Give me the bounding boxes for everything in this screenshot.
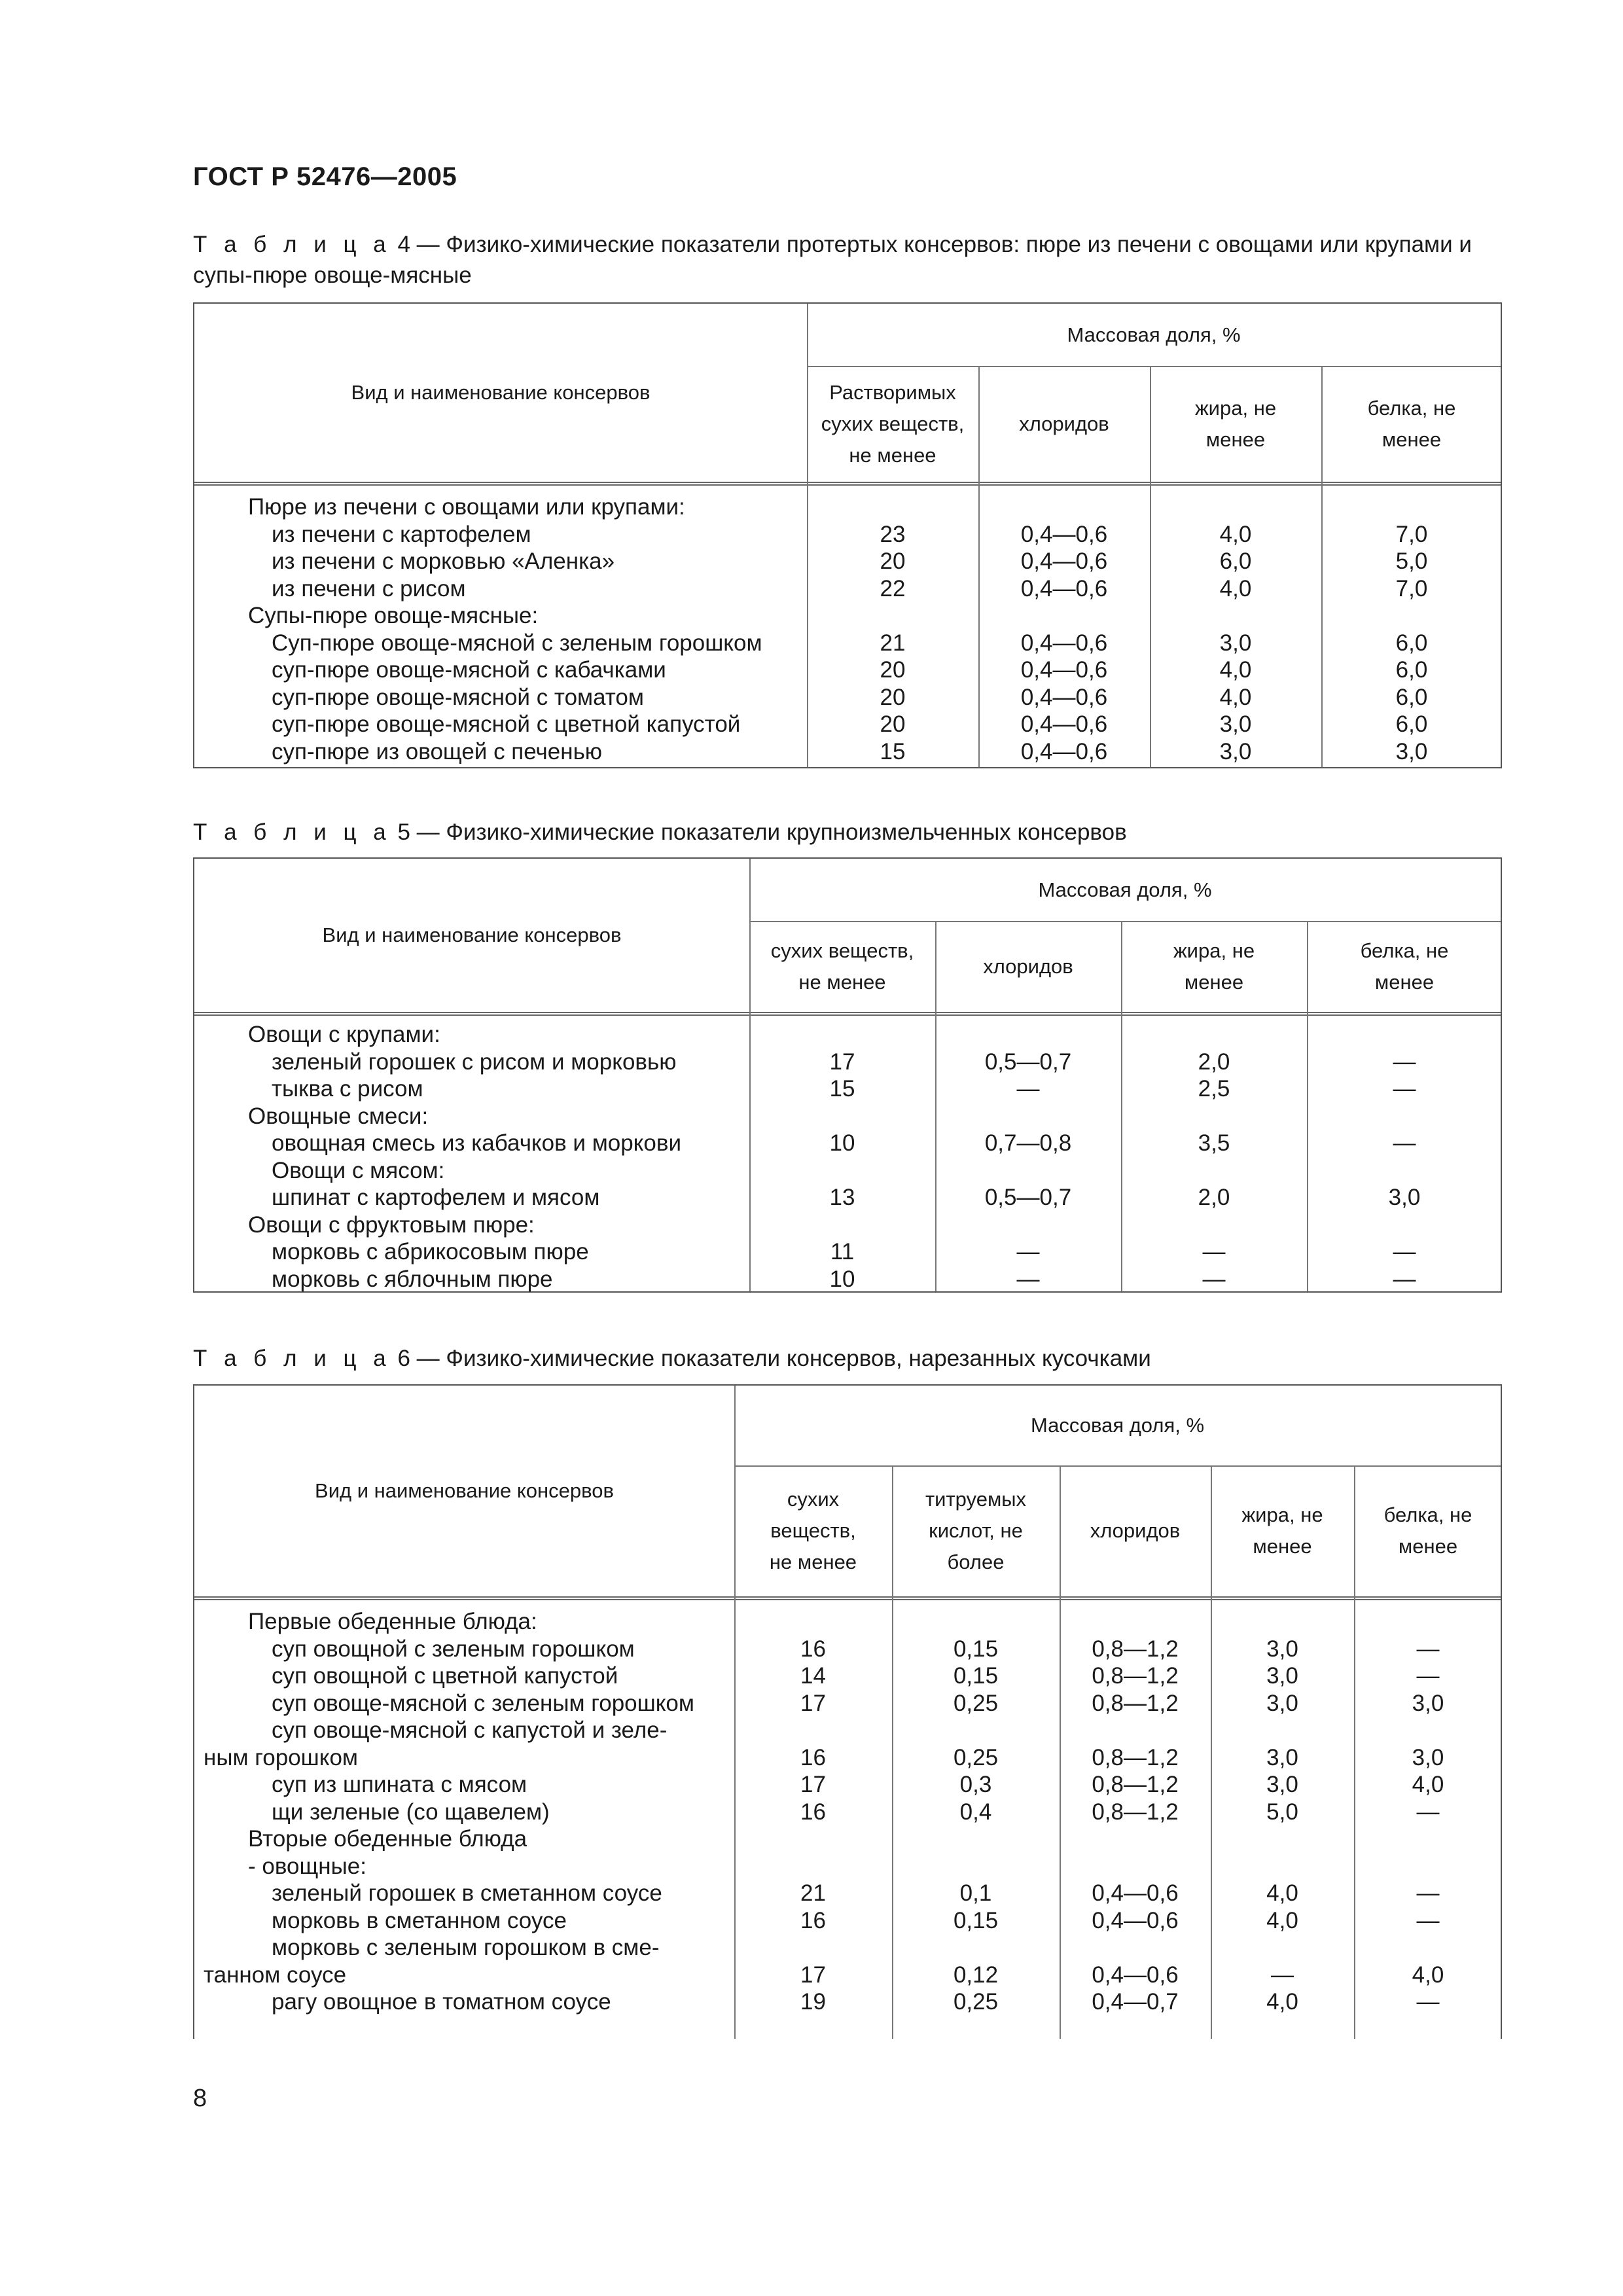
table-cell: 4,0 (1219, 684, 1252, 710)
table-row-name: из печени с морковью «Аленка» (272, 548, 615, 574)
col-header-group: Массовая доля, % (1030, 1414, 1205, 1437)
table-cell: 3,0 (1412, 1690, 1444, 1716)
table-cell: 14 (800, 1663, 826, 1689)
table-cell: 3,5 (1198, 1130, 1230, 1156)
table-cell: 0,7—0,8 (984, 1130, 1072, 1156)
table-cell: 7,0 (1395, 575, 1428, 601)
table-cell: 20 (880, 657, 906, 683)
table-cell: 16 (800, 1799, 826, 1825)
col-header-name: Вид и наименование консервов (351, 381, 651, 404)
table-row-name: Овощные смеси: (248, 1103, 429, 1129)
table-cell: 0,15 (953, 1636, 999, 1662)
table-4-title: 4 — Физико-химические показатели протертых консервов: пюре из печени с овощами или крупами и супы-пюре овоще-мясные (193, 232, 1472, 288)
table-cell: — (1393, 1239, 1416, 1265)
table-cell: — (1416, 1880, 1440, 1906)
table-cell: 3,0 (1266, 1636, 1298, 1662)
table-cell: 0,8—1,2 (1092, 1744, 1179, 1770)
table-cell: 19 (800, 1989, 826, 2015)
col-header-solids: сухих веществ, не менее (770, 939, 914, 994)
table-row-name: морковь с яблочным пюре (272, 1266, 553, 1292)
table-cell: 0,4—0,6 (1020, 657, 1108, 683)
table-row-name: зеленый горошек с рисом и морковью (272, 1049, 677, 1075)
table-cell: 0,15 (953, 1663, 999, 1689)
table-cell: 16 (800, 1636, 826, 1662)
table-cell: 13 (829, 1185, 855, 1210)
table-cell: — (1393, 1266, 1416, 1292)
page-number: 8 (193, 2085, 207, 2112)
table-cell: 0,5—0,7 (984, 1049, 1072, 1075)
table-cell: 3,0 (1266, 1663, 1298, 1689)
table-cell: — (1416, 1989, 1440, 2015)
table-cell: 3,0 (1219, 630, 1252, 656)
table-cell: 17 (829, 1049, 855, 1075)
col-header-group: Массовая доля, % (1067, 323, 1241, 346)
table-row-name: Вторые обеденные блюда (248, 1826, 527, 1852)
table-cell: 0,1 (959, 1880, 992, 1906)
table-cell: — (1271, 1962, 1294, 1988)
table-cell: 15 (880, 738, 906, 764)
table-cell: 6,0 (1219, 548, 1252, 574)
col-header-protein: белка, не менее (1360, 939, 1449, 994)
col-header-fat: жира, не менее (1173, 939, 1255, 994)
table-cell: 4,0 (1219, 657, 1252, 683)
table-cell: 0,8—1,2 (1092, 1663, 1179, 1689)
table-row-name: Овощи с крупами: (248, 1022, 440, 1047)
table-row-name: суп-пюре из овощей с печенью (272, 738, 603, 764)
table-row-name: морковь с абрикосовым пюре (272, 1239, 589, 1265)
table-5-caption (193, 817, 1495, 848)
table-4-caption (193, 229, 1495, 291)
table-cell: 17 (800, 1772, 826, 1797)
table-cell: 21 (880, 630, 906, 656)
col-header-chlorides: хлоридов (1090, 1519, 1181, 1542)
table-cell: 3,0 (1219, 738, 1252, 764)
table-cell: — (1202, 1239, 1226, 1265)
table-cell: 4,0 (1266, 1907, 1298, 1933)
table-row-name: суп из шпината с мясом (272, 1772, 527, 1797)
table-row-name: танном соусе (204, 1962, 347, 1988)
col-header-name: Вид и наименование консервов (315, 1479, 614, 1502)
table-cell: 0,4—0,6 (1020, 575, 1108, 601)
table-cell: 6,0 (1395, 657, 1428, 683)
table-row-name: Супы-пюре овоще-мясные: (248, 603, 539, 628)
col-header-acids: титруемых кислот, не более (925, 1488, 1027, 1573)
col-header-group: Массовая доля, % (1038, 878, 1212, 901)
table-row-name: - овощные: (248, 1853, 366, 1879)
table-row-name: морковь с зеленым горошком в сме- (272, 1935, 660, 1960)
table-row-name: овощная смесь из кабачков и моркови (272, 1130, 682, 1156)
table-row-name: суп овоще-мясной с капустой и зеле- (272, 1717, 668, 1743)
table-cell: 4,0 (1266, 1880, 1298, 1906)
table-cell: 0,4—0,6 (1020, 548, 1108, 574)
table-5-title: 5 — Физико-химические показатели крупноизмельченных консервов (391, 819, 1127, 845)
table-cell: 0,25 (953, 1690, 999, 1716)
table-row-name: зеленый горошек в сметанном соусе (272, 1880, 662, 1906)
table-cell: 0,5—0,7 (984, 1185, 1072, 1210)
table-cell: 0,25 (953, 1744, 999, 1770)
table-row-name: морковь в сметанном соусе (272, 1907, 567, 1933)
table-row-name: из печени с картофелем (272, 521, 531, 547)
table-cell: 0,4—0,6 (1020, 521, 1108, 547)
table-cell: 6,0 (1395, 711, 1428, 737)
table-cell: 5,0 (1395, 548, 1428, 574)
table-row-name: ным горошком (204, 1744, 358, 1770)
table-row-name: суп овощной с цветной капустой (272, 1663, 618, 1689)
table-cell: 4,0 (1266, 1989, 1298, 2015)
table-cell: 23 (880, 521, 906, 547)
table-cell: 3,0 (1395, 738, 1428, 764)
table-cell: 17 (800, 1690, 826, 1716)
table-cell: 21 (800, 1880, 826, 1906)
table-cell: 20 (880, 684, 906, 710)
table-cell: 6,0 (1395, 684, 1428, 710)
table-cell: 4,0 (1412, 1772, 1444, 1797)
table-cell: 0,3 (959, 1772, 992, 1797)
table-cell: 4,0 (1219, 575, 1252, 601)
table-row-name: Овощи с мясом: (272, 1157, 445, 1183)
table-cell: 0,4—0,6 (1092, 1907, 1179, 1933)
table-row-name: из печени с рисом (272, 575, 466, 601)
table-cell: 0,4—0,6 (1020, 738, 1108, 764)
table-cell: — (1202, 1266, 1226, 1292)
table-cell: 0,4—0,6 (1092, 1962, 1179, 1988)
col-header-fat: жира, не менее (1241, 1503, 1323, 1558)
table-cell: 3,0 (1266, 1744, 1298, 1770)
table-cell: — (1393, 1049, 1416, 1075)
table-row-name: Пюре из печени с овощами или крупами: (248, 494, 685, 520)
table-row-name: рагу овощное в томатном соусе (272, 1989, 611, 2015)
table-row-name: щи зеленые (со щавелем) (272, 1799, 550, 1825)
table-row-name: тыква с рисом (272, 1076, 423, 1102)
table-row-name: шпинат с картофелем и мясом (272, 1185, 600, 1210)
table-cell: 0,4 (959, 1799, 992, 1825)
table-cell: 15 (829, 1076, 855, 1102)
table-cell: 16 (800, 1744, 826, 1770)
table-cell: 0,25 (953, 1989, 999, 2015)
table-cell: 20 (880, 711, 906, 737)
table-cell: 22 (880, 575, 906, 601)
table-6 (193, 1384, 1502, 2039)
table-cell: 0,4—0,6 (1020, 630, 1108, 656)
table-row-name: Первые обеденные блюда: (248, 1609, 537, 1634)
table-cell: 0,8—1,2 (1092, 1799, 1179, 1825)
table-row-name: Овощи с фруктовым пюре: (248, 1211, 535, 1238)
col-header-soluble-solids: Растворимых сухих веществ, не менее (821, 380, 965, 467)
table-cell: 20 (880, 548, 906, 574)
table-row-name: суп овощной с зеленым горошком (272, 1636, 635, 1662)
table-cell: — (1416, 1636, 1440, 1662)
table-cell: 3,0 (1266, 1690, 1298, 1716)
table-cell: 0,4—0,6 (1092, 1880, 1179, 1906)
table-cell: — (1416, 1907, 1440, 1933)
col-header-fat: жира, не менее (1194, 396, 1277, 451)
col-header-name: Вид и наименование консервов (322, 924, 622, 946)
table-4 (193, 302, 1502, 768)
table-6-caption (193, 1343, 1495, 1374)
table-cell: — (1016, 1266, 1040, 1292)
table-cell: 6,0 (1395, 630, 1428, 656)
table-row-name: суп овоще-мясной с зеленым горошком (272, 1690, 694, 1716)
table-row-name: суп-пюре овоще-мясной с томатом (272, 684, 644, 710)
table-cell: 0,4—0,7 (1092, 1989, 1179, 2015)
col-header-protein: белка, не менее (1367, 396, 1456, 451)
table-cell: 2,0 (1198, 1185, 1230, 1210)
table-cell: — (1416, 1799, 1440, 1825)
table-cell: 0,12 (953, 1962, 999, 1988)
table-cell: 2,0 (1198, 1049, 1230, 1075)
table-cell: 4,0 (1219, 521, 1252, 547)
table-row-name: суп-пюре овоще-мясной с кабачками (272, 657, 666, 683)
col-header-chlorides: хлоридов (1019, 412, 1109, 435)
table-cell: 0,8—1,2 (1092, 1690, 1179, 1716)
table-cell: 2,5 (1198, 1076, 1230, 1102)
table-cell: 11 (830, 1239, 855, 1265)
table-6-prefix: Т а б л и ц а (193, 1346, 391, 1371)
table-cell: — (1393, 1130, 1416, 1156)
table-cell: 7,0 (1395, 521, 1428, 547)
table-cell: 0,4—0,6 (1020, 711, 1108, 737)
col-header-protein: белка, не менее (1383, 1503, 1472, 1558)
table-cell: — (1416, 1663, 1440, 1689)
table-cell: 10 (829, 1130, 855, 1156)
table-cell: 4,0 (1412, 1962, 1444, 1988)
table-cell: 3,0 (1412, 1744, 1444, 1770)
table-cell: 17 (800, 1962, 826, 1988)
col-header-chlorides: хлоридов (983, 954, 1073, 978)
table-cell: 10 (829, 1266, 855, 1292)
table-cell: 3,0 (1219, 711, 1252, 737)
table-cell: 0,4—0,6 (1020, 684, 1108, 710)
table-5 (193, 857, 1502, 1293)
table-cell: 0,15 (953, 1907, 999, 1933)
table-cell: 3,0 (1266, 1772, 1298, 1797)
table-row-name: суп-пюре овоще-мясной с цветной капустой (272, 711, 741, 737)
document-header: ГОСТ Р 52476—2005 (193, 162, 457, 191)
table-cell: 0,8—1,2 (1092, 1772, 1179, 1797)
table-cell: — (1016, 1239, 1040, 1265)
table-5-prefix: Т а б л и ц а (193, 819, 391, 845)
table-6-title: 6 — Физико-химические показатели консервов, нарезанных кусочками (391, 1346, 1151, 1371)
table-cell: — (1016, 1076, 1040, 1102)
table-row-name: Суп-пюре овоще-мясной с зеленым горошком (272, 630, 762, 656)
table-cell: 5,0 (1266, 1799, 1298, 1825)
table-cell: 0,8—1,2 (1092, 1636, 1179, 1662)
table-cell: 3,0 (1388, 1185, 1421, 1210)
table-cell: — (1393, 1076, 1416, 1102)
table-cell: 16 (800, 1907, 826, 1933)
col-header-solids: сухих веществ, не менее (769, 1488, 857, 1573)
table-4-prefix: Т а б л и ц а (193, 232, 391, 257)
